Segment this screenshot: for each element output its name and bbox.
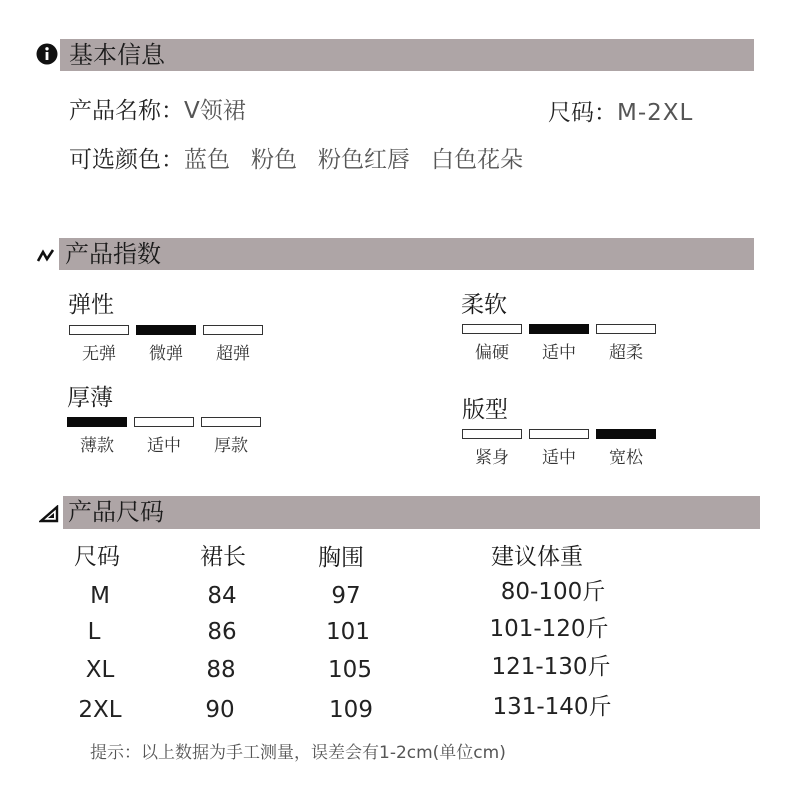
fit-options: [462, 447, 656, 469]
fit-meter: [462, 429, 656, 439]
option-label: 薄款: [80, 436, 114, 456]
meter-cell: [596, 429, 656, 439]
table-cell: M: [90, 583, 110, 609]
option-label: 偏硬: [475, 343, 509, 363]
meter-cell: [203, 325, 263, 335]
product-name-row: [69, 96, 246, 126]
table-cell: 80-100斤: [500, 579, 606, 605]
option-label: 适中: [147, 436, 181, 456]
size-range-label: 尺码：: [548, 100, 617, 126]
section-title-size: 产品尺码: [68, 498, 164, 526]
thickness-options: [67, 435, 261, 457]
table-cell: XL: [85, 657, 115, 683]
col-header-length: 裙长: [200, 544, 246, 570]
table-cell: 86: [207, 619, 237, 645]
col-header-size: 尺码: [74, 544, 120, 570]
table-cell: 109: [329, 697, 373, 723]
color-options-row: [69, 145, 523, 175]
ruler-triangle-icon: [39, 505, 59, 523]
meter-cell: [136, 325, 196, 335]
table-cell: 101: [326, 619, 370, 645]
color-option: 蓝色: [184, 147, 230, 173]
product-name-label: 产品名称：: [69, 98, 184, 124]
color-option: 粉色红唇: [318, 147, 410, 173]
meter-cell: [67, 417, 127, 427]
softness-meter: [462, 324, 656, 334]
meter-cell: [529, 324, 589, 334]
table-cell: 84: [207, 583, 237, 609]
meter-cell: [462, 429, 522, 439]
col-header-weight: 建议体重: [491, 544, 583, 570]
option-label: 适中: [542, 448, 576, 468]
table-cell: 105: [328, 657, 372, 683]
section-bar-index: [59, 238, 754, 270]
elasticity-options: [69, 343, 263, 365]
softness-options: [462, 342, 656, 364]
section-title-index: 产品指数: [65, 240, 161, 268]
thickness-label: 厚薄: [67, 385, 113, 411]
elasticity-label: 弹性: [68, 292, 114, 318]
color-option: 粉色: [251, 147, 297, 173]
size-range-value: M-2XL: [617, 100, 694, 126]
table-cell: 101-120斤: [489, 616, 609, 642]
fit-label: 版型: [462, 397, 508, 423]
color-option: 白色花朵: [431, 147, 523, 173]
product-name-value: V领裙: [184, 98, 246, 124]
table-cell: 2XL: [78, 697, 122, 723]
thickness-meter: [67, 417, 261, 427]
meter-cell: [134, 417, 194, 427]
section-bar-size: [63, 496, 760, 529]
table-cell: 131-140斤: [492, 694, 612, 720]
meter-cell: [596, 324, 656, 334]
table-cell: L: [87, 619, 101, 645]
size-range-row: [548, 98, 693, 128]
info-circle-icon: [36, 43, 58, 65]
measurement-note: 提示：以上数据为手工测量，误差会有1-2cm(单位cm): [90, 743, 506, 763]
meter-cell: [462, 324, 522, 334]
col-header-bust: 胸围: [318, 545, 364, 571]
zigzag-icon: [36, 246, 56, 266]
elasticity-meter: [69, 325, 263, 335]
color-options-label: 可选颜色：: [69, 147, 184, 173]
table-cell: 121-130斤: [491, 654, 611, 680]
section-title-basic: 基本信息: [69, 41, 165, 69]
option-label: 无弹: [82, 344, 116, 364]
option-label: 适中: [542, 343, 576, 363]
option-label: 厚款: [214, 436, 248, 456]
option-label: 超柔: [609, 343, 643, 363]
softness-label: 柔软: [461, 292, 507, 318]
option-label: 紧身: [475, 448, 509, 468]
table-cell: 97: [331, 583, 361, 609]
option-label: 超弹: [216, 344, 250, 364]
option-label: 宽松: [609, 448, 643, 468]
meter-cell: [529, 429, 589, 439]
meter-cell: [69, 325, 129, 335]
table-cell: 90: [205, 697, 235, 723]
option-label: 微弹: [149, 344, 183, 364]
meter-cell: [201, 417, 261, 427]
table-cell: 88: [206, 657, 236, 683]
